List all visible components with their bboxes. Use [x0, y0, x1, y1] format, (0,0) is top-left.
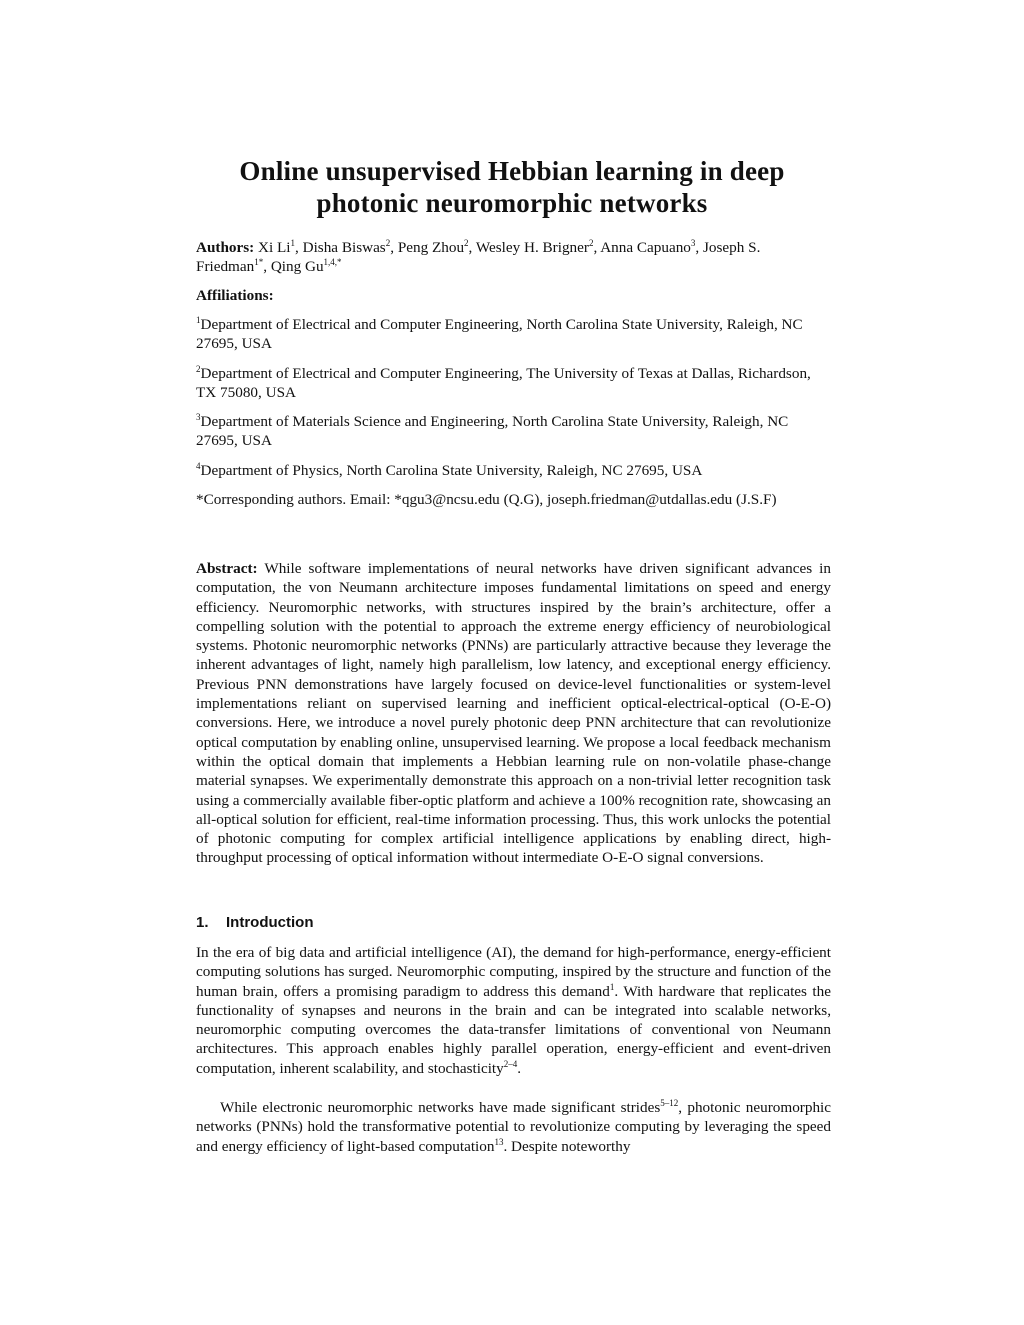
- paper-title: [150, 155, 874, 219]
- intro-p2-text-b: , photonic neuromorphic networks (PNNs) hold the transformative potential to revolutionize computing by leveraging the speed and energy efficiency of light-based computation: [196, 1099, 832, 1155]
- affiliation-3-number: 3: [196, 411, 201, 422]
- affiliation-1-text: Department of Electrical and Computer Engineering, North Carolina State University, Raleigh, NC 27695, USA: [196, 316, 803, 353]
- author-name: Joseph S. Friedman: [196, 239, 761, 276]
- author-affiliation-marker: 1*: [254, 257, 264, 268]
- affiliation-4-number: 4: [196, 460, 201, 471]
- author-separator: ,: [593, 239, 601, 256]
- affiliation-3: [196, 412, 831, 451]
- author-name: Anna Capuano: [600, 239, 691, 256]
- title-line-2: photonic neuromorphic networks: [316, 188, 708, 218]
- section-title: Introduction: [226, 914, 314, 931]
- affiliation-4-text: Department of Physics, North Carolina State University, Raleigh, NC 27695, USA: [200, 462, 703, 479]
- author-list: [196, 238, 831, 277]
- citation-ref: 1: [609, 981, 615, 992]
- intro-p1-text-b: . With hardware that replicates the functionality of synapses and neurons in the brain and can be integrated into scalable networks, neuromorphic computing overcomes the data-transfer limitations of conventional von Neumann architectures. This approach enables highly parallel operation, energy-efficient and event-driven computation, inherent scalability, and stochasticity: [196, 982, 831, 1077]
- citation-ref: 2–4: [503, 1058, 518, 1069]
- intro-paragraph-1: [196, 943, 831, 1078]
- author-affiliation-marker: 2: [588, 237, 594, 248]
- title-line-1: Online unsupervised Hebbian learning in deep: [239, 156, 785, 186]
- affiliation-1-number: 1: [196, 314, 201, 325]
- affiliations-heading: Affiliations:: [196, 287, 274, 304]
- intro-p1-text-a: In the era of big data and artificial intelligence (AI), the demand for high-performance, energy-efficient computing solutions has surged. Neuromorphic computing, inspired by the structure and function of the human brain, offers a promising paradigm to address this demand: [196, 944, 831, 1000]
- abstract-label: Abstract:: [196, 560, 258, 577]
- author-names: [196, 239, 760, 275]
- author-name: Wesley H. Brigner: [475, 239, 589, 256]
- author-affiliation-marker: 2: [385, 237, 391, 248]
- section-number: 1.: [196, 914, 209, 931]
- intro-p2-text-c: . Despite noteworthy: [503, 1137, 631, 1155]
- author-separator: ,: [695, 239, 703, 256]
- citation-ref: 13: [494, 1136, 504, 1147]
- author-name: Xi Li: [258, 239, 291, 256]
- author-affiliation-marker: 3: [690, 237, 696, 248]
- author-name: Qing Gu: [270, 258, 324, 276]
- intro-p1-text-c: .: [517, 1059, 522, 1077]
- author-separator: ,: [390, 239, 398, 256]
- author-affiliation-marker: 2: [464, 237, 469, 248]
- author-name: Disha Biswas: [302, 239, 386, 256]
- abstract-text: While software implementations of neural networks have driven significant advances in computation, the von Neumann architecture imposes fundamental limitations on speed and energy efficiency. Neuromorphic networks, with structures inspired by the brain’s architecture, offer a compelling solution with the potential to approach the extreme energy efficiency of neurobiological systems. Photonic neuromorphic networks (PNNs) are particularly attractive because they leverage the inherent advantages of light, namely high parallelism, low latency, and exceptional energy efficiency. Previous PNN demonstrations have largely focused on device-level functionalities or system-level implementations reliant on supervised learning and inefficient optical-electrical-optical (O-E-O) conversions. Here, we introduce a novel purely photonic deep PNN architecture that can revolutionize optical computation by enabling online, unsupervised learning. We propose a local feedback mechanism within the optical domain that implements a Hebbian learning rule on non-volatile phase-change material synapses. We experimentally demonstrate this approach on a non-trivial letter recognition task using a commercially available fiber-optic platform and achieve a 100% recognition rate, showcasing an all-optical solution for efficient, real-time information processing. Thus, this work unlocks the potential of photonic computing for complex artificial intelligence applications by enabling direct, high-throughput processing of optical information without intermediate O-E-O signal conversions.: [196, 560, 831, 867]
- author-name: Peng Zhou: [397, 239, 465, 256]
- affiliation-4: [196, 461, 831, 480]
- author-separator: ,: [295, 239, 303, 256]
- intro-paragraph-2: [196, 1098, 831, 1156]
- affiliation-3-text: Department of Materials Science and Engineering, North Carolina State University, Raleigh, NC 27695, USA: [196, 413, 789, 450]
- authors-label: Authors:: [196, 239, 255, 256]
- author-separator: ,: [263, 258, 271, 276]
- author-affiliation-marker: 1: [290, 237, 296, 248]
- affiliation-2-number: 2: [196, 363, 201, 374]
- intro-p2-text-a: While electronic neuromorphic networks have made significant strides: [220, 1099, 661, 1116]
- affiliation-2-text: Department of Electrical and Computer Engineering, The University of Texas at Dallas, Richardson, TX 75080, USA: [196, 365, 811, 402]
- abstract: [196, 559, 831, 868]
- section-heading-introduction: [196, 914, 313, 931]
- author-separator: ,: [468, 239, 476, 256]
- affiliation-1: [196, 315, 831, 354]
- author-affiliation-marker: 1,4,*: [323, 257, 342, 268]
- citation-ref: 5–12: [660, 1097, 679, 1108]
- affiliation-2: [196, 364, 831, 403]
- corresponding-authors: *Corresponding authors. Email: *qgu3@ncsu.edu (Q.G), joseph.friedman@utdallas.edu (J.S.F): [196, 491, 777, 508]
